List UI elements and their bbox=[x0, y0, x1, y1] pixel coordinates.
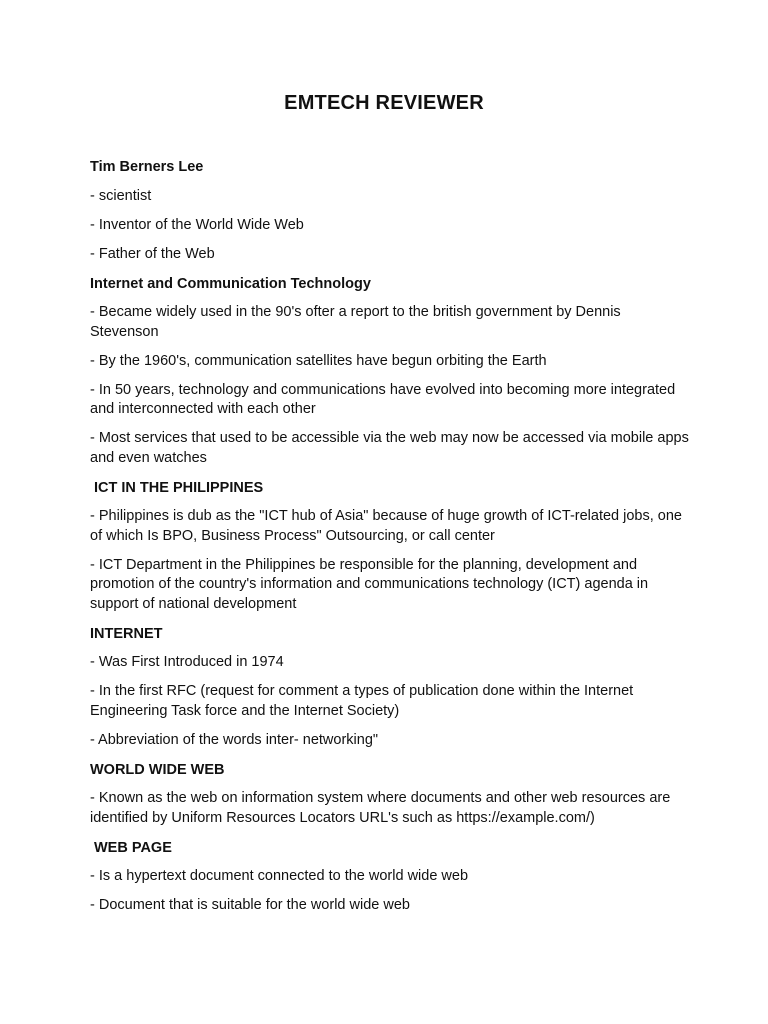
section-heading-ict: Internet and Communication Technology bbox=[90, 275, 371, 292]
list-item: - By the 1960's, communication satellites have begun orbiting the Earth bbox=[90, 352, 547, 369]
document-body bbox=[90, 157, 690, 925]
list-item: - Known as the web on information system where documents and other web resources are identified by Uniform Resources Locators URL's such as https://example.com/) bbox=[90, 790, 671, 826]
list-item: - Is a hypertext document connected to the world wide web bbox=[90, 868, 469, 884]
list-item: - ICT Department in the Philippines be responsible for the planning, development and promotion of the country's information and communications technology (ICT) agenda in support of national development bbox=[90, 556, 649, 612]
list-item: - Abbreviation of the words inter- networking" bbox=[90, 731, 379, 748]
list-item: - scientist bbox=[90, 187, 152, 204]
section-heading-web-page: WEB PAGE bbox=[94, 839, 172, 856]
list-item: - Most services that used to be accessible via the web may now be accessed via mobile apps and even watches bbox=[90, 430, 689, 466]
list-item: - In 50 years, technology and communications have evolved into becoming more integrated and interconnected with each other bbox=[90, 381, 676, 417]
list-item: - Was First Introduced in 1974 bbox=[90, 654, 284, 670]
document-title: EMTECH REVIEWER bbox=[284, 92, 484, 114]
list-item: - Philippines is dub as the "ICT hub of Asia" because of huge growth of ICT-related jobs, one of which Is BPO, Business Process" Outsourcing, or call center bbox=[90, 508, 682, 544]
list-item: - Inventor of the World Wide Web bbox=[90, 216, 304, 233]
section-heading-internet: INTERNET bbox=[90, 625, 163, 642]
list-item: - Became widely used in the 90's ofter a report to the british government by Dennis Stevenson bbox=[90, 304, 621, 340]
section-heading-ict-philippines: ICT IN THE PHILIPPINES bbox=[94, 479, 264, 496]
section-heading-tim-berners-lee: Tim Berners Lee bbox=[90, 159, 204, 175]
list-item: - Father of the Web bbox=[90, 245, 215, 262]
list-item: - In the first RFC (request for comment a types of publication done within the Internet Engineering Task force and the Internet Society) bbox=[90, 683, 634, 719]
section-heading-world-wide-web: WORLD WIDE WEB bbox=[90, 761, 225, 778]
list-item: - Document that is suitable for the world wide web bbox=[90, 897, 410, 913]
